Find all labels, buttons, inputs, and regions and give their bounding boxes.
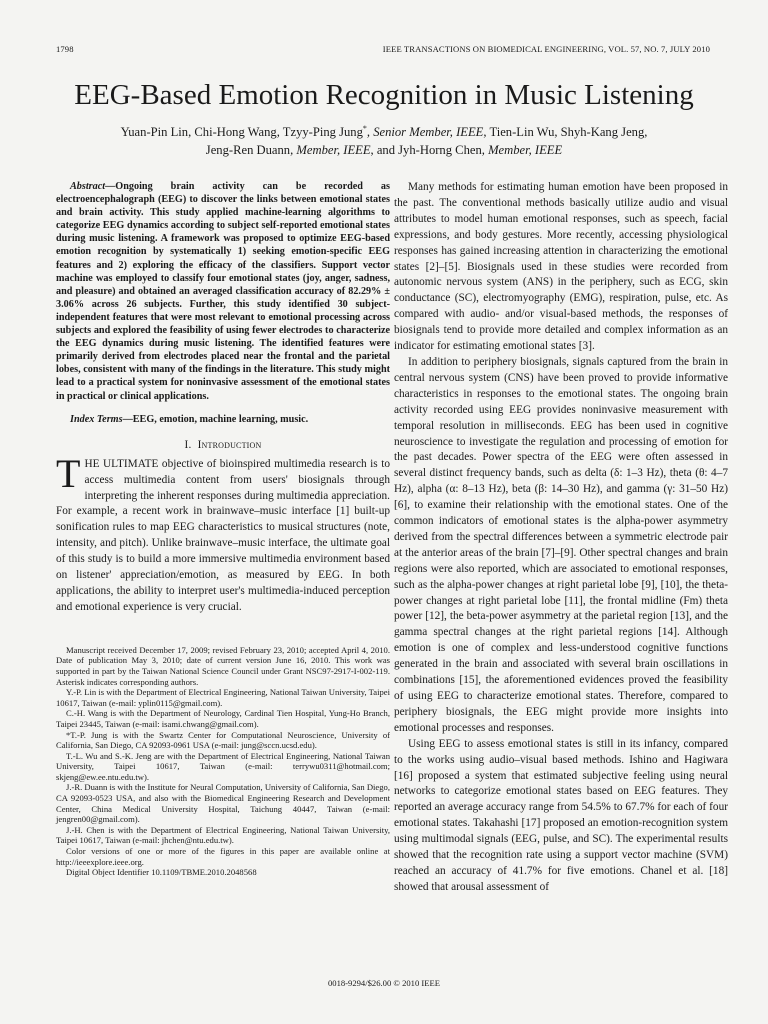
abstract-text: —Ongoing brain activity can be recorded as electroencephalograph (EEG) to discover the links between emotional states and brain activity. This study applied machine-learning algorithms to categorize EEG dynamics according to subject self-reported emotional states during music listening. A framework was proposed to optimize EEG-based emotion recognition by systematically 1) seeking emotion-specific EEG features and 2) exploring the efficacy of the classifiers. Support vector machine was employed to classify four emotional states (joy, anger, sadness, and pleasure) and obtained an averaged classification accuracy of 82.29% ± 3.06% across 26 subjects. Further, this study identified 30 subject-independent features that were most relevant to emotional processing across subjects and explored the feasibility of using fewer electrodes to characterize the EEG dynamics during music listening. The identified features were primarily derived from electrodes placed near the frontal and the parietal lobes, consistent with many of the findings in the literature. This study might lead to a practical system for noninvasive assessment of the emotional states in practical or clinical applications. [56, 181, 390, 402]
body-paragraph: Using EEG to assess emotional states is still in its infancy, compared to the works using audio–visual based methods. Ishino and Hagiwara [16] proposed a system that estimated subjective feeling using neural networks to categorize emotional states based on EEG features. They reported an average accuracy range from 54.5% to 67.7% for each of four emotional states. Takahashi [17] proposed an emotion-recognition system using multimodal signals (EEG, pulse, and SC). The experimental results showed that the recognition rate using a support vector machine (SVM) reached an accuracy of 41.7% for five emotions. Chanel et al. [18] showed that arousal assessment of [394, 737, 728, 893]
intro-text: HE ULTIMATE objective of bioinspired multimedia research is to access multimedia content from users' biosignals through interpreting the inherent responses during multimedia appreciation. For example, a recent work in brainwave–music interface [1] built-up sonification rules to map EEG characteristics to musical structures (note, intensity, and pitch). Unlike brainwave–music interface, the ultimate goal of this study is to build a more immersive multimedia environment based on listener' appreciation/emotion, as measured by EEG. In both applications, the ability to interpret user's multimedia-induced perception and emotional experience is very crucial. [56, 457, 390, 613]
journal-header: IEEE TRANSACTIONS ON BIOMEDICAL ENGINEERING, VOL. 57, NO. 7, JULY 2010 [382, 44, 710, 54]
author-role: , Member, IEEE [481, 143, 563, 158]
corresponding-star: * [362, 124, 367, 133]
footnote: J.-R. Duann is with the Institute for Neural Computation, University of California, San Diego, CA 92093-0523 USA, and also with the Biomedical Engineering Research and Development Center, China Medical University Hospital, Taichung 40447, Taiwan (e-mail: jengren00@gmail.com). [56, 782, 390, 825]
drop-cap: T [56, 450, 81, 496]
authors-group-3: Jeng-Ren Duann [205, 143, 291, 158]
author-role: , Senior Member, IEEE [366, 125, 484, 140]
right-column [394, 180, 728, 896]
footnote: *T.-P. Jung is with the Swartz Center for Computational Neuroscience, University of California, San Diego, CA 92093-0961 USA (e-mail: jung@sccn.ucsd.edu). [56, 729, 390, 751]
footnote: Color versions of one or more of the figures in this paper are available online at http://ieeexplore.ieee.org. [56, 846, 390, 867]
footnote: Y.-P. Lin is with the Department of Electrical Engineering, National Taiwan University, Taipei 10617, Taiwan (e-mail: yplin0115@gmail.com). [56, 687, 390, 708]
author-list [40, 120, 728, 159]
footnote: Digital Object Identifier 10.1109/TBME.2010.2048568 [66, 867, 257, 878]
footnote: C.-H. Wang is with the Department of Neurology, Cardinal Tien Hospital, Yung-Ho Branch, Taipei 23445, Taiwan (e-mail: isami.chwang@gmail.com). [56, 708, 390, 729]
running-head [56, 44, 710, 56]
left-column [56, 180, 390, 878]
author-line-2 [40, 141, 728, 159]
index-terms-text: —EEG, emotion, machine learning, music. [122, 413, 309, 425]
paper-title: EEG-Based Emotion Recognition in Music Listening [74, 79, 694, 111]
author-line-1 [40, 120, 728, 141]
authors-group-1: Yuan-Pin Lin, Chi-Hong Wang, Tzyy-Ping Jung [120, 125, 363, 140]
section-name: Introduction [197, 438, 262, 451]
body-paragraph: Many methods for estimating human emotion have been proposed in the past. The conventional methods basically utilize audio and visual attributes to model human emotional responses, such as speech, facial expressions, and body gestures. More recently, accessing physiological responses has gained increasing attention in characterizing the emotional states [2]–[5]. Biosignals used in these studies were recorded from autonomic nervous system (ANS) in the periphery, such as ECG, skin conductance (SC), electromyography (EMG), respiration, pulse, etc. As compared with audio- and/or visual-based methods, the responses of biosignals tend to provide more detailed and complex information as an indicator for estimating emotional states [3]. [394, 181, 728, 353]
footnote: J.-H. Chen is with the Department of Electrical Engineering, National Taiwan University, Taipei 10617, Taiwan (e-mail: jhchen@ntu.edu.tw). [56, 824, 390, 846]
copyright-footer: 0018-9294/$26.00 © 2010 IEEE [327, 978, 441, 988]
abstract [56, 180, 390, 403]
footnotes [56, 645, 390, 878]
author-role: , Member, IEEE [290, 143, 371, 158]
footnote: T.-L. Wu and S.-K. Jeng are with the Department of Electrical Engineering, National Taiwan University, Taipei 10617, Taiwan (e-mail: terrywu0311@hotmail.com; skjeng@ew.ee.ntu.edu.tw). [56, 750, 390, 782]
abstract-lead: Abstract [70, 181, 106, 192]
body-paragraph: In addition to periphery biosignals, signals captured from the brain in central nervous system (CNS) have been proved to provide informative characteristics in responses to the emotional states. The ongoing brain activity recorded using EEG provides noninvasive measurement with temporal resolution in milliseconds. EEG has been used in cognitive neuroscience to investigate the regulation and processing of emotion for the past decades. Power spectra of the EEG were often assessed in several distinct frequency bands, such as delta (δ: 1–3 Hz), theta (θ: 4–7 Hz), alpha (α: 8–13 Hz), beta (β: 14–30 Hz), and gamma (γ: 31–50 Hz) [6], to examine their relationship with the emotional states. One of the common indicators of emotional states is the alpha-power asymmetry derived from the spectral differences between a symmetric electrode pair at the anterior areas of the brain [7]–[9]. Other spectral changes and brain regions were also reported, which are associated to emotional responses, such as the alpha-power changes at right parietal lobe [9], [10], the theta-power changes at right parietal lobe [11], the frontal midline (Fm) theta power [12], the beta-power asymmetry at the parietal region [13], and the gamma spectral changes at the right parietal regions [14]. Although emotion is one of complex and less-understood cognitive functions generated in the brain and associated with several brain oscillations in combinations [15], the aforementioned evidences proved the feasibility of using EEG to characterize emotional states. Therefore, compared to periphery biosignals, the EEG might provide more insights into emotional processes and responses. [394, 355, 728, 734]
authors-group-2: , Tien-Lin Wu, Shyh-Kang Jeng, [483, 125, 648, 140]
authors-group-4: , and Jyh-Horng Chen [370, 143, 482, 158]
page-number: 1798 [56, 44, 74, 54]
index-terms [56, 413, 390, 426]
section-numeral: I. [184, 438, 192, 451]
index-terms-lead: Index Terms [70, 413, 123, 425]
section-heading [56, 439, 390, 451]
footnote: Manuscript received December 17, 2009; revised February 23, 2010; accepted April 4, 2010. Date of publication May 3, 2010; date of current version June 16, 2010. This work was supported in part by the Taiwan National Science Council under Grant NSC97-2917-I-002-119. Asterisk indicates corresponding authors. [56, 644, 390, 687]
intro-paragraph [56, 450, 390, 616]
